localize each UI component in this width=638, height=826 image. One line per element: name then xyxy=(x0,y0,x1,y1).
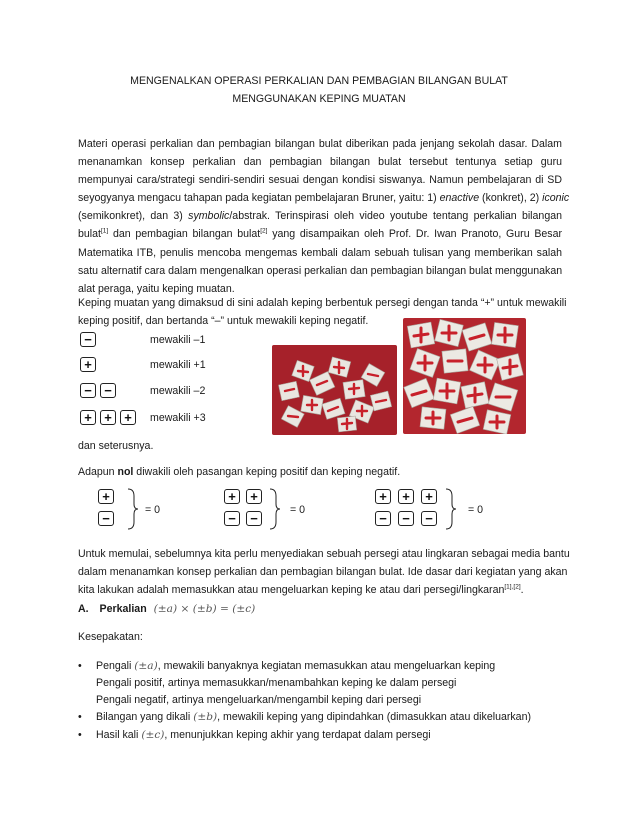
equals-zero: = 0 xyxy=(145,504,161,516)
minus-chip: − xyxy=(80,332,96,347)
minus-chip: − xyxy=(80,383,96,398)
section-a-title: Perkalian xyxy=(99,603,147,615)
start-line: kita lakukan adalah memasukkan atau mengeluarkan keping ke atau dari persegi/lingkaran[1],[2]. xyxy=(78,583,524,597)
intro-line: satu alternatif cara dalam mengenalkan operasi perkalian dan pembagian bilangan bulat menggunakan xyxy=(78,264,563,277)
bullet-icon: • xyxy=(78,711,82,723)
section-a-heading xyxy=(78,603,255,615)
chip-label: mewakili +1 xyxy=(150,359,206,371)
start-line: dalam menanamkan konsep perkalian dan pembagian bilangan bulat. Ide dasar dari kegiatan yang akan xyxy=(78,566,568,579)
intro-line: seyogyanya mengacu tahapan pada kegiatan pembelajaran Bruner, yaitu: 1) enactive (konkret), 2) iconic xyxy=(78,192,570,205)
chips-photo-2 xyxy=(403,318,526,434)
intro-paragraph xyxy=(78,135,570,298)
minus-chip: − xyxy=(224,511,240,526)
minus-chip: − xyxy=(398,511,414,526)
plus-chip: + xyxy=(98,489,114,504)
bullet-pengali: Pengali (±a), mewakili banyaknya kegiatan memasukkan atau mengeluarkan keping xyxy=(96,660,496,672)
minus-chip: − xyxy=(421,511,437,526)
keping-def-line: Keping muatan yang dimaksud di sini adalah keping berbentuk persegi dengan tanda “+” untuk mewakili xyxy=(78,297,567,309)
right-brace-icon xyxy=(444,488,458,530)
document-title xyxy=(78,72,560,108)
start-paragraph xyxy=(78,545,570,599)
intro-line: mempunyai cara/strategi sendiri-sendiri sesuai dengan kondisi siswanya. Namun pembelajaran di SD xyxy=(78,174,562,187)
footnote-ref[interactable]: [1] xyxy=(100,227,109,235)
dst-text: dan seterusnya. xyxy=(78,440,154,452)
plus-chip: + xyxy=(100,410,116,425)
intro-line: bulat[1] dan pembagian bilangan bulat[2] yang disampaikan oleh Prof. Dr. Iwan Pranoto, Guru Besar xyxy=(78,227,562,241)
plus-chip: + xyxy=(224,489,240,504)
minus-chip: − xyxy=(246,511,262,526)
plus-chip: + xyxy=(375,489,391,504)
equals-zero: = 0 xyxy=(290,504,306,516)
bullet-dikali: Bilangan yang dikali (±b), mewakili keping yang dipindahkan (dimasukkan atau dikeluarkan) xyxy=(96,711,531,723)
plus-chip: + xyxy=(421,489,437,504)
plus-chip: + xyxy=(80,410,96,425)
chip-label: mewakili –1 xyxy=(150,334,206,346)
right-brace-icon xyxy=(126,488,140,530)
footnote-ref[interactable]: [1],[2] xyxy=(504,583,521,591)
bullet-sub-positif: Pengali positif, artinya memasukkan/menambahkan keping ke dalam persegi xyxy=(96,677,457,689)
chips-photo-1-illustration xyxy=(272,345,397,435)
intro-line: (semikonkret), dan 3) symbolic/abstrak. Terinspirasi oleh video youtube tentang perkalian bilangan xyxy=(78,210,562,223)
bullet-sub-negatif: Pengali negatif, artinya mengeluarkan/mengambil keping dari persegi xyxy=(96,694,422,706)
equals-zero: = 0 xyxy=(468,504,484,516)
right-brace-icon xyxy=(268,488,282,530)
intro-line: alat peraga, yaitu keping muatan. xyxy=(78,282,235,295)
title-line-2: MENGGUNAKAN KEPING MUATAN xyxy=(232,93,406,105)
kesepakatan-label: Kesepakatan: xyxy=(78,631,143,643)
footnote-ref[interactable]: [2] xyxy=(260,227,268,235)
title-line-1: MENGENALKAN OPERASI PERKALIAN DAN PEMBAGIAN BILANGAN BULAT xyxy=(130,75,508,87)
chips-photo-2-illustration xyxy=(403,318,526,434)
minus-chip: − xyxy=(100,383,116,398)
chips-photo-1 xyxy=(272,345,397,435)
plus-chip: + xyxy=(120,410,136,425)
intro-line: Matematika ITB, penulis mencoba mengemas kembali dalam sebuah tulisan yang memberikan salah xyxy=(78,246,562,259)
plus-chip: + xyxy=(246,489,262,504)
chip-label: mewakili +3 xyxy=(150,412,206,424)
bullet-hasil: Hasil kali (±c), menunjukkan keping akhir yang terdapat dalam persegi xyxy=(96,729,431,741)
plus-chip: + xyxy=(80,357,96,372)
nol-text: Adapun nol diwakili oleh pasangan keping positif dan keping negatif. xyxy=(78,466,401,478)
section-a-label: A. xyxy=(78,603,89,615)
bullet-icon: • xyxy=(78,660,82,672)
minus-chip: − xyxy=(98,511,114,526)
intro-line: Materi operasi perkalian dan pembagian bilangan bulat diberikan pada jenjang sekolah dasar. Dalam xyxy=(78,138,562,150)
start-line: Untuk memulai, sebelumnya kita perlu menyediakan sebuah persegi atau lingkaran sebagai media bantu xyxy=(78,548,570,560)
intro-line: menanamkan konsep perkalian dan pembagian bilangan bulat tersebut tentunya setiap guru xyxy=(78,156,562,169)
plus-chip: + xyxy=(398,489,414,504)
section-a-formula: (±a) × (±b) = (±c) xyxy=(153,603,256,615)
bullet-icon: • xyxy=(78,729,82,741)
minus-chip: − xyxy=(375,511,391,526)
chip-label: mewakili –2 xyxy=(150,385,206,397)
keping-def-line: keping positif, dan bertanda “–” untuk mewakili keping negatif. xyxy=(78,315,369,328)
